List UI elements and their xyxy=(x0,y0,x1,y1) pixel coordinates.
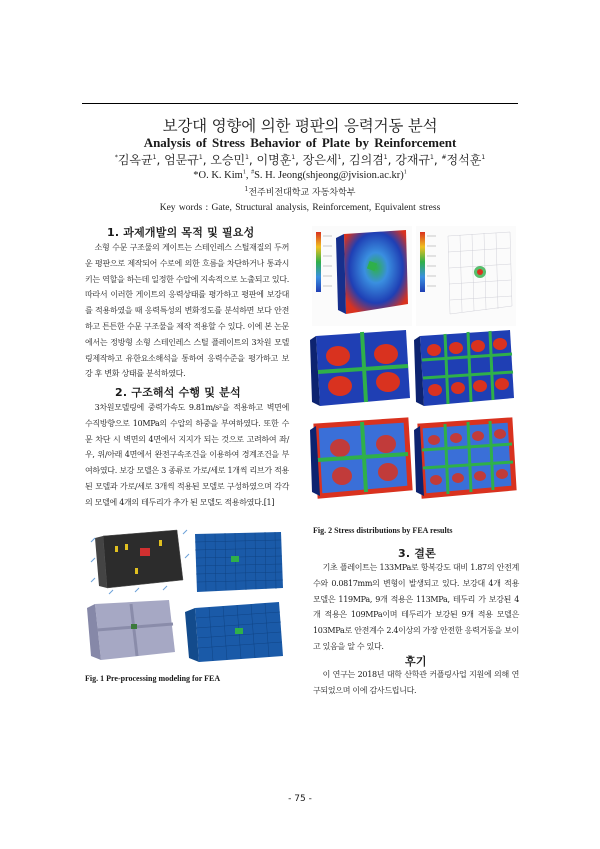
figure-2-graphic xyxy=(310,222,518,522)
deformation-plot xyxy=(416,226,516,326)
affiliation: $^1$전주비전대학교 자동차학부 xyxy=(244,186,356,198)
figure-2-caption: Fig. 2 Stress distributions by FEA results xyxy=(313,526,453,535)
stress-plot-4-ribs-frame xyxy=(310,420,410,496)
preprocess-plate-model xyxy=(91,530,189,594)
section-1-body: 소형 수문 구조물의 게이트는 스테인레스 스틸재질의 두꺼운 평판으로 제작되어 수로에 의한 흐름을 차단하거나 통과시키는 역할을 하는데 일정한 수압에 지속적으로 노출되고 있다. 따라서 이러한 게이트의 응력상태를 평가하고 평판에 보강대를 적용하였을 때 응력특성의 변화정도를 분석하면 보다 안전하고 튼튼한 수문 구조물을 제작 적용할 수 있다. 이에 본 논문에서는 정방형 소형 스테인레스 스틸 플레이트의 3차원 모델링제작하고 유한요소해석을 통하여 응력수준을 평가하고 보강 후 변화 상태를 분석하였다. xyxy=(85,243,289,379)
meshed-plate-model xyxy=(195,532,283,592)
section-3-body: 기초 플레이트는 133MPa로 항복강도 대비 1.87의 안전계수와 0.0817mm의 변형이 발생되고 있다. 보강대 4개 적용 모델은 119MPa, 9개 적용은 113MPa, 테두리 가 보강된 4개 적용은 109MPa이며 테두리가 보강된 9개 적용 모델은 103MPa로 안전계수 2.4이상의 가장 안전한 응력거동을 보이고 있음을 알 수 있다. xyxy=(313,563,519,651)
figure-2 xyxy=(310,222,518,522)
stress-plot-9-ribs xyxy=(414,330,514,406)
paper-title-english: Analysis of Stress Behavior of Plate by Reinforcement xyxy=(143,135,457,150)
figure-1-graphic xyxy=(85,528,289,670)
figure-1-caption: Fig. 1 Pre-processing modeling for FEA xyxy=(85,674,221,683)
authors-korean: *김옥균$^1$, 엄문규$^1$, 오승민$^1$, 이명훈$^1$, 장은세$^1$, 김의겸$^1$, 강재규$^1$, #정석훈$^1$ xyxy=(114,153,486,167)
section-1-heading: 1. 과제개발의 목적 및 필요성 xyxy=(107,226,255,239)
page-number: - 75 - xyxy=(288,794,312,804)
section-2-body: 3차원모델링에 중력가속도 9.81m/s²을 적용하고 벽면에 수직방향으로 10MPa의 수압의 하중을 부여하였다. 또한 수문 차단 시 벽면의 4면에서 지지가 되는 것으로 고려하여 좌/우, 위/아래 4면에서 완전구속조건을 이용하여 경계조건을 부여하였다. 보강 모델은 3 종류로 가로/세로 1개씩 리브가 적용된 모델과 가로/세로 3개씩 적용된 모델로 구성하였으며 각각의 모델에 4개의 테두리가 추가 된 모델도 적용하였다.[1] xyxy=(85,403,289,507)
solid-plate-model xyxy=(87,600,175,660)
keywords: Key words : Gate, Structural analysis, Reinforcement, Equivalent stress xyxy=(159,203,441,213)
authors-english: *O. K. Kim$^1$, #S. H. Jeong(shjeong@jvision.ac.kr)$^1$ xyxy=(193,169,407,181)
title-rule xyxy=(82,103,518,104)
stress-plot-base-plate xyxy=(312,226,412,326)
paper-title-korean: 보강대 영향에 의한 평판의 응력거동 분석 xyxy=(162,117,438,135)
acknowledgement-heading: 후기 xyxy=(405,655,427,668)
section-3-heading: 3. 결론 xyxy=(398,547,436,560)
meshed-solid-model xyxy=(185,602,283,662)
stress-plot-4-ribs xyxy=(310,330,410,406)
stress-plot-9-ribs-frame xyxy=(414,420,514,496)
figure-1 xyxy=(85,528,289,670)
acknowledgement-body: 이 연구는 2018년 대학 산학관 커플링사업 지원에 의해 연구되었으며 이에 감사드립니다. xyxy=(313,670,519,695)
section-2-heading: 2. 구조해석 수행 및 분석 xyxy=(115,386,241,399)
